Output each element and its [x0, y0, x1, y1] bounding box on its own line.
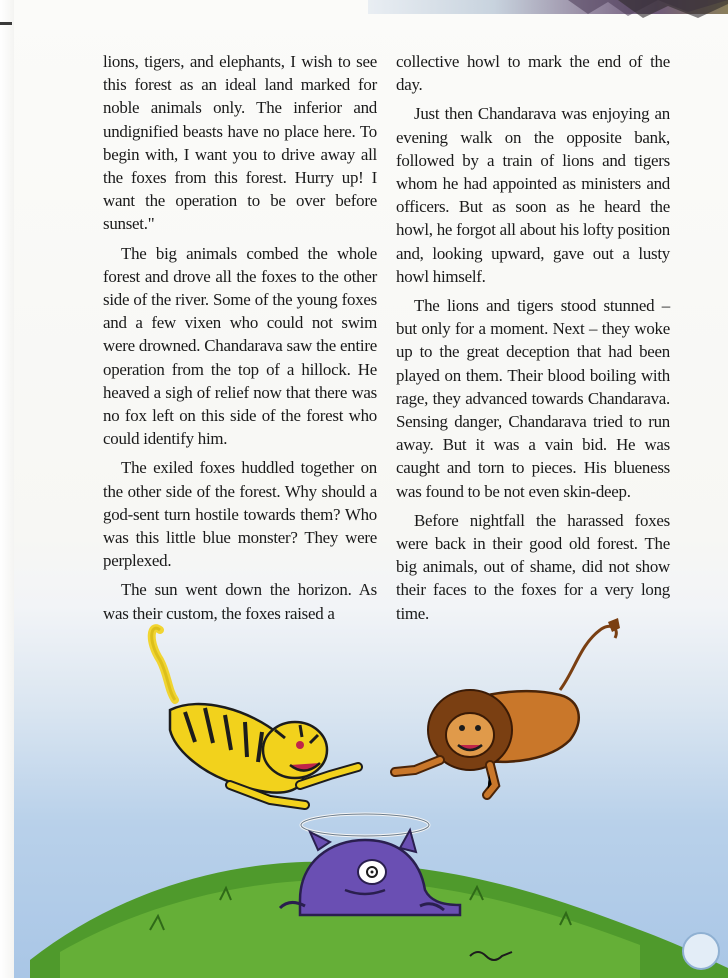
paragraph: The big animals combed the whole forest and drove all the foxes to the other side of the river. Some of the young foxes and a few vixen who could not swim were drowned. Chandarava saw the entire operation from the top of a hillock. He heaved a sigh of relief now that there was no fox left on this side of the forest who could identify him. — [103, 243, 377, 449]
top-illustration-strip — [368, 0, 728, 20]
publisher-logo — [682, 932, 720, 970]
paragraph: The exiled foxes huddled together on the other side of the forest. Why should a god-sent turn hostile towards them? Who was this little blue monster? They were perplexed. — [103, 458, 377, 571]
lion — [395, 618, 620, 795]
paragraph: lions, tigers, and elephants, I wish to see this forest as an ideal land marked for noble animals only. The inferior and undignified beasts have no place here. To begin with, I want you to drive away all the foxes from this forest. Hurry up! I want the operation to be over before sunset." — [103, 52, 377, 234]
page-edge-mark — [0, 22, 12, 25]
paragraph: Before nightfall the harassed foxes were back in their good old forest. The big animals, out of shame, did not show their faces to the foxes for a very long time. — [396, 510, 670, 623]
paragraph: Just then Chandarava was enjoying an evening walk on the opposite bank, followed by a train of lions and tigers whom he had appointed as ministers and officers. But as soon as he heard the howl, he forgot all about his lofty position and, looking upward, gave out a lusty howl himself. — [396, 104, 670, 286]
story-illustration — [0, 600, 728, 978]
paragraph: collective howl to mark the end of the day. — [396, 52, 670, 95]
left-text-column — [103, 50, 377, 625]
paragraph: The sun went down the horizon. As was their custom, the foxes raised a — [103, 580, 377, 623]
paragraph: The lions and tigers stood stunned – but only for a moment. Next – they woke up to the great deception that had been played on them. Their blood boiling with rage, they advanced towards Chandarava. Sensing danger, Chandarava tried to run away. But it was a vain bid. He was caught and torn to pieces. His blueness was found to be not even skin-deep. — [396, 296, 670, 501]
tiger — [152, 628, 358, 805]
right-text-column — [396, 50, 670, 625]
